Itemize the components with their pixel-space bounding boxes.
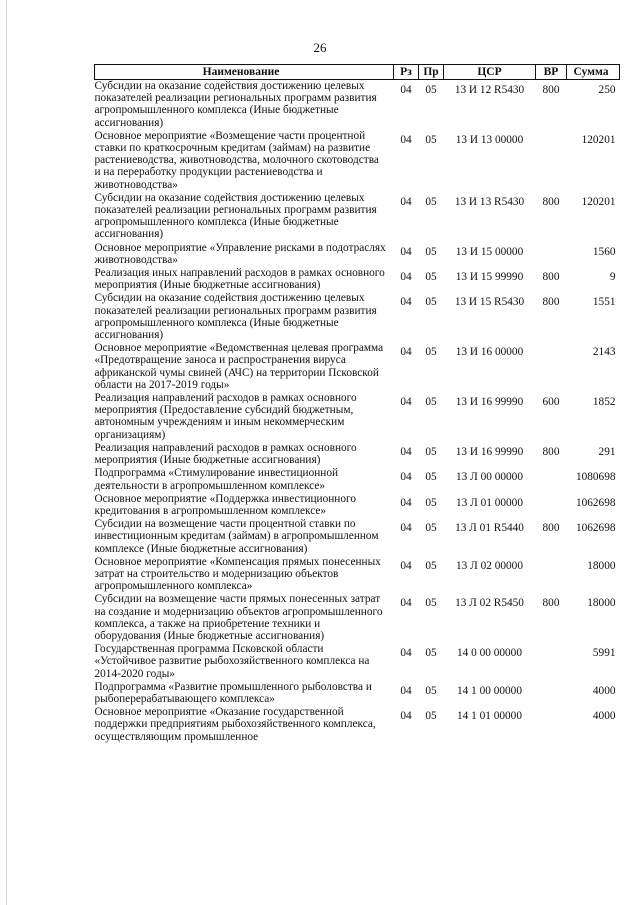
table-row	[95, 292, 620, 342]
table-row	[95, 192, 620, 242]
cell-name: Основное мероприятие «Ведомственная целевая программа «Предотвращение заноса и распространения вируса африканской чумы свиней (АЧС) на территории Псковской области на 2017-2019 годы»	[94, 342, 384, 391]
table-row	[95, 392, 620, 442]
cell-csr: 13 И 16 99990	[455, 445, 524, 458]
table-row	[95, 493, 620, 518]
table-row	[95, 593, 620, 643]
cell-vr: 800	[542, 296, 560, 309]
cell-rz: 04	[400, 710, 412, 723]
table-row	[95, 80, 620, 130]
cell-csr: 13 Л 00 00000	[456, 471, 523, 484]
header-sum: Сумма	[567, 65, 620, 80]
cell-sum: 4000	[592, 710, 616, 723]
cell-csr: 13 И 15 99990	[455, 271, 524, 284]
cell-pr: 05	[425, 445, 437, 458]
cell-vr: 800	[542, 445, 560, 458]
cell-pr: 05	[425, 684, 437, 697]
cell-name: Реализация направлений расходов в рамках основного мероприятия (Иные бюджетные ассигнования)	[94, 441, 357, 467]
cell-pr: 05	[425, 647, 437, 660]
cell-name: Субсидии на возмещение части прямых понесенных затрат на создание и модернизацию объектов агропромышленного комплекса, а также на приобретение техники и оборудования (Иные бюджетные ассигнования)	[94, 593, 383, 642]
cell-rz: 04	[400, 195, 412, 208]
table-row	[95, 556, 620, 594]
budget-table	[94, 64, 620, 744]
cell-pr: 05	[425, 522, 437, 535]
table-row	[95, 242, 620, 267]
table-row	[95, 267, 620, 292]
cell-csr: 13 И 13 R5430	[454, 195, 525, 208]
cell-vr: 800	[542, 271, 560, 284]
cell-name: Основное мероприятие «Оказание государственной поддержки предприятиям рыбохозяйственного комплекса, осуществляющим промышленное	[94, 706, 376, 743]
cell-name: Подпрограмма «Стимулирование инвестиционной деятельности в агропромышленном комплексе»	[94, 467, 339, 492]
cell-rz: 04	[400, 522, 412, 535]
cell-vr	[536, 130, 567, 192]
cell-rz: 04	[400, 597, 412, 610]
cell-vr: 800	[542, 522, 560, 535]
cell-rz: 04	[400, 471, 412, 484]
cell-vr: 600	[542, 396, 560, 409]
cell-pr: 05	[425, 471, 437, 484]
header-pr: Пр	[419, 65, 444, 80]
cell-csr: 13 Л 02 R5450	[455, 597, 524, 610]
cell-rz: 04	[400, 245, 412, 258]
cell-name: Подпрограмма «Развитие промышленного рыболовства и рыбоперерабатывающего комплекса»	[94, 680, 372, 705]
cell-pr: 05	[425, 245, 437, 258]
cell-name: Основное мероприятие «Поддержка инвестиционного кредитования в агропромышленном комплексе»	[94, 492, 356, 517]
cell-sum: 9	[609, 271, 616, 284]
cell-name: Государственная программа Псковской области «Устойчивое развитие рыбохозяйственного комплекса на 2014-2020 годы»	[94, 643, 370, 680]
cell-rz: 04	[400, 684, 412, 697]
cell-name: Реализация направлений расходов в рамках основного мероприятия (Предоставление субсидий бюджетным, автономным учреждениям и иным некоммерческим организациям)	[94, 392, 357, 441]
cell-name: Основное мероприятие «Управление рисками в подотраслях животноводства»	[94, 241, 386, 266]
cell-csr: 13 И 16 99990	[455, 396, 524, 409]
cell-sum: 1062698	[575, 496, 616, 509]
cell-rz: 04	[400, 133, 412, 146]
cell-sum: 291	[598, 445, 616, 458]
cell-sum: 1062698	[575, 522, 616, 535]
cell-pr: 05	[425, 710, 437, 723]
cell-csr: 13 И 13 00000	[455, 133, 524, 146]
cell-sum: 1560	[592, 245, 616, 258]
cell-name: Реализация иных направлений расходов в рамках основного мероприятия (Иные бюджетные ассигнования)	[94, 267, 385, 292]
cell-csr: 13 И 12 R5430	[454, 84, 525, 96]
table-row	[95, 706, 620, 744]
cell-pr: 05	[425, 296, 437, 309]
cell-csr: 14 1 00 00000	[457, 684, 522, 697]
table-row	[95, 467, 620, 492]
cell-rz: 04	[400, 445, 412, 458]
cell-vr	[536, 643, 567, 681]
header-rz: Рз	[394, 65, 419, 80]
table-row	[95, 518, 620, 556]
cell-rz: 04	[400, 346, 412, 359]
cell-csr: 13 И 15 R5430	[454, 296, 525, 309]
table-row	[95, 342, 620, 392]
cell-rz: 04	[400, 296, 412, 309]
cell-sum: 1080698	[575, 471, 616, 484]
cell-sum: 18000	[587, 597, 616, 610]
cell-vr	[536, 556, 567, 594]
cell-vr: 800	[542, 597, 560, 610]
cell-csr: 13 Л 01 R5440	[455, 522, 524, 535]
scan-edge-line	[6, 0, 7, 905]
header-csr: ЦСР	[444, 65, 536, 80]
cell-vr	[536, 681, 567, 706]
cell-pr: 05	[425, 133, 437, 146]
cell-rz: 04	[400, 84, 412, 96]
cell-sum: 1551	[592, 296, 616, 309]
cell-pr: 05	[425, 84, 437, 96]
cell-rz: 04	[400, 496, 412, 509]
cell-name: Субсидии на оказание содействия достижению целевых показателей реализации региональных программ развития агропромышленного комплекса (Иные бюджетные ассигнования)	[94, 191, 377, 241]
cell-sum: 120201	[581, 195, 616, 208]
cell-sum: 2143	[592, 346, 616, 359]
cell-sum: 4000	[592, 684, 616, 697]
cell-pr: 05	[425, 496, 437, 509]
cell-csr: 13 И 16 00000	[455, 346, 524, 359]
cell-name: Основное мероприятие «Возмещение части процентной ставки по краткосрочным кредитам (займам) на развитие растениеводства, животноводства, молочного скотоводства и на переработку продукции растениеводства и животноводства»	[94, 129, 379, 191]
table-row	[95, 130, 620, 192]
cell-rz: 04	[400, 271, 412, 284]
cell-name: Субсидии на возмещение части процентной ставки по инвестиционным кредитам (займам) в агропромышленном комплексе (Иные бюджетные ассигнования)	[94, 518, 379, 555]
page-number: 26	[313, 40, 327, 55]
cell-sum: 250	[598, 84, 616, 96]
table-header	[95, 65, 620, 80]
cell-sum: 5991	[592, 647, 616, 660]
cell-sum: 1852	[592, 396, 616, 409]
table-row	[95, 643, 620, 681]
table-row	[95, 442, 620, 467]
cell-vr	[536, 493, 567, 518]
cell-name: Субсидии на оказание содействия достижению целевых показателей реализации региональных программ развития агропромышленного комплекса (Иные бюджетные ассигнования)	[94, 292, 377, 342]
cell-pr: 05	[425, 346, 437, 359]
cell-pr: 05	[425, 396, 437, 409]
cell-pr: 05	[425, 597, 437, 610]
cell-name: Основное мероприятие «Компенсация прямых понесенных затрат на строительство и модернизацию объектов агропромышленного комплекса»	[94, 555, 381, 593]
cell-vr	[536, 706, 567, 744]
cell-rz: 04	[400, 647, 412, 660]
cell-vr: 800	[542, 195, 560, 208]
table-row	[95, 681, 620, 706]
cell-vr: 800	[542, 84, 560, 96]
cell-rz: 04	[400, 396, 412, 409]
cell-pr: 05	[425, 195, 437, 208]
header-name: Наименование	[95, 65, 394, 80]
cell-vr	[536, 242, 567, 267]
cell-vr	[536, 342, 567, 392]
cell-sum: 18000	[587, 559, 616, 572]
header-vr: ВР	[536, 65, 567, 80]
cell-pr: 05	[425, 559, 437, 572]
cell-vr	[536, 467, 567, 492]
cell-csr: 14 1 01 00000	[457, 710, 522, 723]
header-row	[95, 65, 620, 80]
cell-csr: 13 И 15 00000	[455, 245, 524, 258]
cell-csr: 13 Л 01 00000	[456, 496, 523, 509]
cell-name: Субсидии на оказание содействия достижению целевых показателей реализации региональных программ развития агропромышленного комплекса (Иные бюджетные ассигнования)	[94, 80, 377, 129]
cell-csr: 14 0 00 00000	[457, 647, 522, 660]
cell-csr: 13 Л 02 00000	[456, 559, 523, 572]
cell-sum: 120201	[581, 133, 616, 146]
cell-rz: 04	[400, 559, 412, 572]
cell-pr: 05	[425, 271, 437, 284]
table-body	[95, 80, 620, 744]
